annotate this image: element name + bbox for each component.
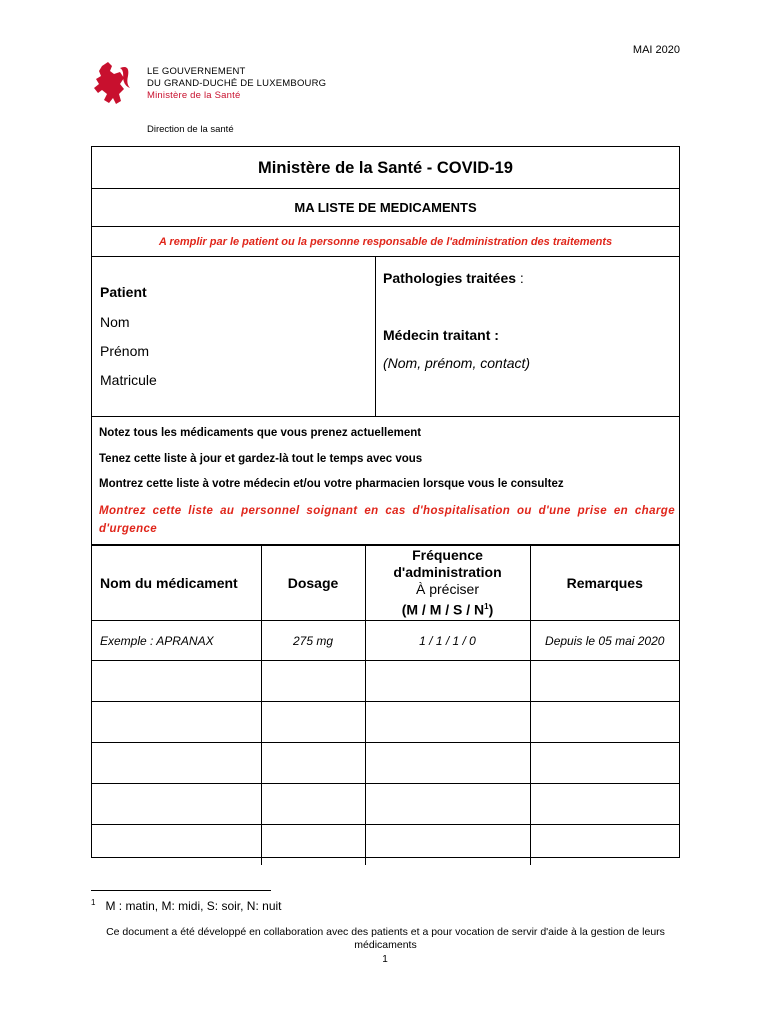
cell-remarques[interactable]	[530, 743, 679, 784]
cell-dosage[interactable]	[261, 825, 365, 866]
freq-line-1: Fréquence	[412, 547, 483, 564]
cell-nom[interactable]	[92, 825, 261, 866]
cell-nom[interactable]	[92, 743, 261, 784]
col-header-frequence	[365, 546, 530, 621]
footer-text: Ce document a été développé en collaboration avec des patients et a pour vocation de servir d'aide à la gestion de leurs médicaments	[106, 926, 665, 951]
table-row	[92, 661, 679, 702]
note-1: Notez tous les médicaments que vous prenez actuellement	[99, 427, 422, 439]
cell-dosage[interactable]	[261, 661, 365, 702]
patient-field-matricule[interactable]: Matricule	[100, 372, 157, 388]
cell-remarques[interactable]	[530, 661, 679, 702]
medication-table	[92, 545, 679, 865]
freq-close: )	[488, 601, 494, 618]
footnote-text: M : matin, M: midi, S: soir, N: nuit	[105, 899, 282, 913]
patient-section	[92, 257, 679, 417]
col-header-nom: Nom du médicament	[92, 546, 261, 621]
cell-dosage[interactable]	[261, 702, 365, 743]
patient-heading: Patient	[100, 284, 147, 300]
urgence-note: Montrez cette liste au personnel soignant en cas d'hospitalisation ou d'une prise en charge d'urgence	[99, 505, 675, 535]
government-wordmark	[147, 66, 326, 102]
example-nom: Exemple : APRANAX	[92, 621, 261, 661]
cell-frequence[interactable]	[365, 743, 530, 784]
form-title: Ministère de la Santé - COVID-19	[92, 147, 679, 189]
cell-dosage[interactable]	[261, 743, 365, 784]
gov-line-2: DU GRAND-DUCHÉ DE LUXEMBOURG	[147, 78, 327, 89]
freq-code: (M / M / S / N	[401, 601, 485, 618]
note-3: Montrez cette liste à votre médecin et/ou votre pharmacien lorsque vous le consultez	[99, 478, 564, 490]
pathologies-label: Pathologies traitées	[383, 270, 517, 286]
notes-section	[92, 417, 679, 545]
red-lion-icon	[90, 58, 134, 108]
medecin-label: Médecin traitant :	[383, 327, 499, 343]
footnote-mark: 1	[91, 898, 96, 907]
freq-line-4	[366, 598, 530, 619]
patient-field-prenom[interactable]: Prénom	[100, 343, 150, 359]
document-date: MAI 2020	[632, 44, 680, 56]
cell-remarques[interactable]	[530, 702, 679, 743]
page-number: 1	[382, 954, 388, 965]
footnote	[91, 898, 282, 913]
pathologies-colon: :	[516, 270, 524, 286]
table-row	[92, 743, 679, 784]
cell-nom[interactable]	[92, 702, 261, 743]
cell-frequence[interactable]	[365, 784, 530, 825]
table-row-example	[92, 621, 679, 661]
example-frequence: 1 / 1 / 1 / 0	[365, 621, 530, 661]
col-header-dosage: Dosage	[261, 546, 365, 621]
table-header-row	[92, 546, 679, 621]
cell-dosage[interactable]	[261, 784, 365, 825]
footnote-ref: 1	[484, 602, 489, 612]
cell-frequence[interactable]	[365, 825, 530, 866]
table-row	[92, 825, 679, 866]
cell-frequence[interactable]	[365, 661, 530, 702]
form-instruction: A remplir par le patient ou la personne responsable de l'administration des traitements	[92, 227, 679, 257]
col-header-remarques: Remarques	[530, 546, 679, 621]
note-2: Tenez cette liste à jour et gardez-là tout le temps avec vous	[99, 453, 423, 465]
freq-line-3: À préciser	[415, 581, 480, 598]
cell-nom[interactable]	[92, 784, 261, 825]
cell-remarques[interactable]	[530, 784, 679, 825]
table-row	[92, 702, 679, 743]
medecin-hint[interactable]: (Nom, prénom, contact)	[383, 355, 531, 371]
form-subtitle: MA LISTE DE MEDICAMENTS	[92, 189, 679, 227]
direction-label: Direction de la santé	[147, 124, 234, 135]
cell-nom[interactable]	[92, 661, 261, 702]
patient-field-nom[interactable]: Nom	[100, 314, 130, 330]
example-remarques: Depuis le 05 mai 2020	[530, 621, 679, 661]
example-dosage: 275 mg	[261, 621, 365, 661]
footnote-divider	[91, 890, 271, 891]
table-row	[92, 784, 679, 825]
section-divider	[375, 257, 376, 416]
pathologies-field[interactable]	[383, 270, 524, 286]
gov-line-1: LE GOUVERNEMENT	[147, 66, 246, 77]
freq-line-2: d'administration	[393, 564, 502, 581]
medication-form	[91, 146, 680, 858]
cell-remarques[interactable]	[530, 825, 679, 866]
gov-line-3: Ministère de la Santé	[147, 90, 241, 101]
cell-frequence[interactable]	[365, 702, 530, 743]
